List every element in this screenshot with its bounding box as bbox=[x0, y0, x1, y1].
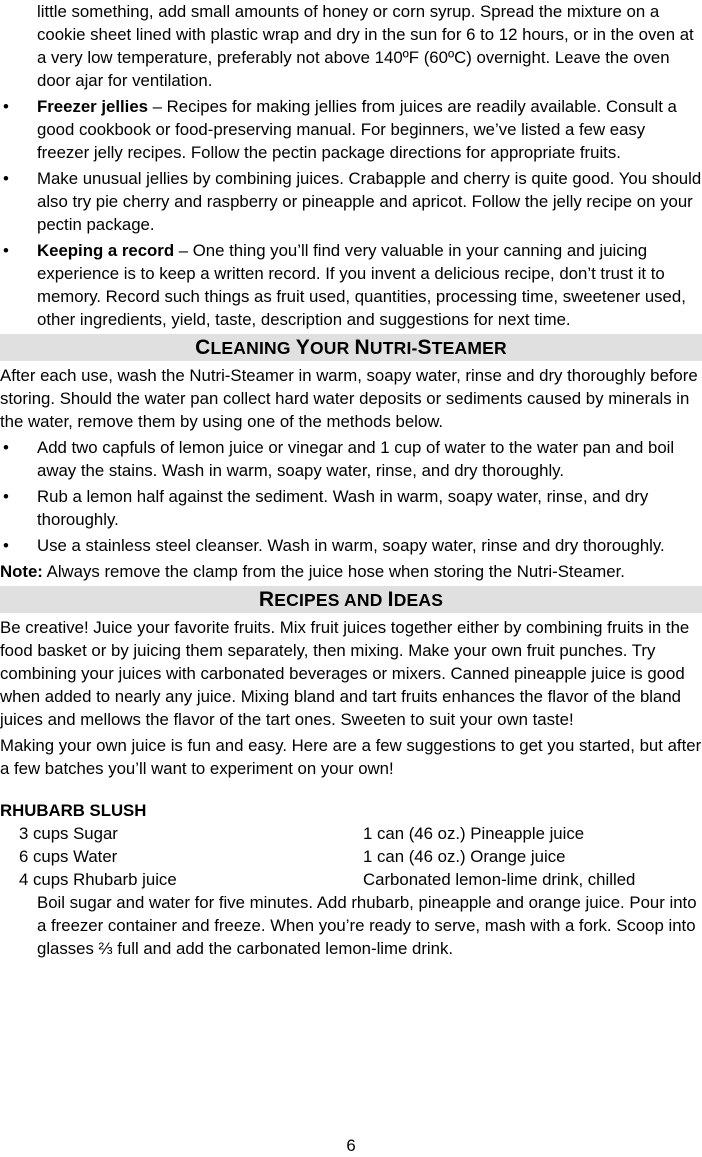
note-text: Always remove the clamp from the juice hose when storing the Nutri-Steamer. bbox=[42, 562, 625, 581]
bullet-marker: • bbox=[3, 536, 9, 555]
bullet-marker: • bbox=[3, 241, 9, 260]
bullet-text: – Recipes for making jellies from juices are readily available. Consult a good cookbook or food-preserving manual. For beginners, we’ve listed a few easy freezer jelly recipes. Follow the pectin package directions for appropriate fruits. bbox=[37, 97, 677, 162]
section-heading-recipes: RECIPES AND IDEAS bbox=[0, 586, 702, 613]
ingredient-right: 1 can (46 oz.) Pineapple juice bbox=[363, 824, 585, 843]
ingredient-row bbox=[0, 845, 702, 868]
cleaning-bullet-lemon-juice bbox=[0, 436, 702, 482]
bullet-freezer-jellies bbox=[0, 95, 702, 164]
page-number: 6 bbox=[346, 1136, 356, 1155]
ingredient-row bbox=[0, 822, 702, 845]
ingredient-right: 1 can (46 oz.) Orange juice bbox=[363, 847, 566, 866]
ingredient-row bbox=[0, 868, 702, 891]
ingredient-left: 3 cups Sugar bbox=[19, 824, 118, 843]
ingredient-left: 6 cups Water bbox=[19, 847, 118, 866]
note-label: Note: bbox=[0, 562, 43, 581]
recipes-paragraph-1: Be creative! Juice your favorite fruits. Mix fruit juices together either by combining fruits in the food basket or by juicing them separately, then mixing. Make your own fruit punches. Try combining your juices with carbonated beverages or mixers. Canned pineapple juice is good when added to nearly any juice. Mixing bland and tart fruits enhances the flavor of the bland juices and mellows the flavor of the tart ones. Sweeten to suit your own taste! bbox=[0, 618, 690, 729]
bullet-marker: • bbox=[3, 97, 9, 116]
bullet-marker: • bbox=[3, 169, 9, 188]
recipe-directions: Boil sugar and water for five minutes. Add rhubarb, pineapple and orange juice. Pour into a freezer container and freeze. When you’re ready to serve, mash with a fork. Scoop into glasses ⅔ full and add the carbonated lemon-lime drink. bbox=[37, 893, 697, 958]
cleaning-bullet-cleanser bbox=[0, 534, 702, 557]
recipes-paragraph-2: Making your own juice is fun and easy. Here are a few suggestions to get you started, but after a few batches you’ll want to experiment on your own! bbox=[0, 736, 702, 778]
bullet-term: Freezer jellies bbox=[37, 97, 149, 116]
section-heading-cleaning: CLEANING YOUR NUTRI-STEAMER bbox=[0, 334, 702, 361]
cleaning-bullet-lemon-half bbox=[0, 485, 702, 531]
bullet-unusual-jellies bbox=[0, 167, 702, 236]
ingredient-left: 4 cups Rhubarb juice bbox=[19, 870, 177, 889]
bullet-term: Keeping a record bbox=[37, 241, 175, 260]
bullet-keeping-record bbox=[0, 239, 702, 331]
cleaning-note bbox=[0, 560, 702, 583]
bullet-text: – One thing you’ll find very valuable in your canning and juicing experience is to keep a written record. If you invent a delicious recipe, don’t trust it to memory. Record such things as fruit used, quantities, processing time, sweetener used, other ingredients, yield, taste, description and suggestions for next time. bbox=[37, 241, 686, 329]
bullet-marker: • bbox=[3, 438, 9, 457]
bullet-text: Rub a lemon half against the sediment. Wash in warm, soapy water, rinse, and dry thoroughly. bbox=[37, 487, 649, 529]
recipe-title: RHUBARB SLUSH bbox=[0, 801, 147, 820]
intro-continuation: little something, add small amounts of honey or corn syrup. Spread the mixture on a cookie sheet lined with plastic wrap and dry in the sun for 6 to 12 hours, or in the oven at a very low temperature, preferably not above 140ºF (60ºC) overnight. Leave the oven door ajar for ventilation. bbox=[37, 2, 694, 90]
bullet-text: Use a stainless steel cleanser. Wash in warm, soapy water, rinse and dry thoroughly. bbox=[37, 536, 665, 555]
bullet-text: Make unusual jellies by combining juices. Crabapple and cherry is quite good. You should also try pie cherry and raspberry or pineapple and apricot. Follow the jelly recipe on your pectin package. bbox=[37, 169, 702, 234]
cleaning-intro: After each use, wash the Nutri-Steamer in warm, soapy water, rinse and dry thoroughly before storing. Should the water pan collect hard water deposits or sediments caused by minerals in the water, remove them by using one of the methods below. bbox=[0, 366, 698, 431]
bullet-marker: • bbox=[3, 487, 9, 506]
ingredient-right: Carbonated lemon-lime drink, chilled bbox=[363, 870, 636, 889]
bullet-text: Add two capfuls of lemon juice or vinegar and 1 cup of water to the water pan and boil away the stains. Wash in warm, soapy water, rinse, and dry thoroughly. bbox=[37, 438, 675, 480]
